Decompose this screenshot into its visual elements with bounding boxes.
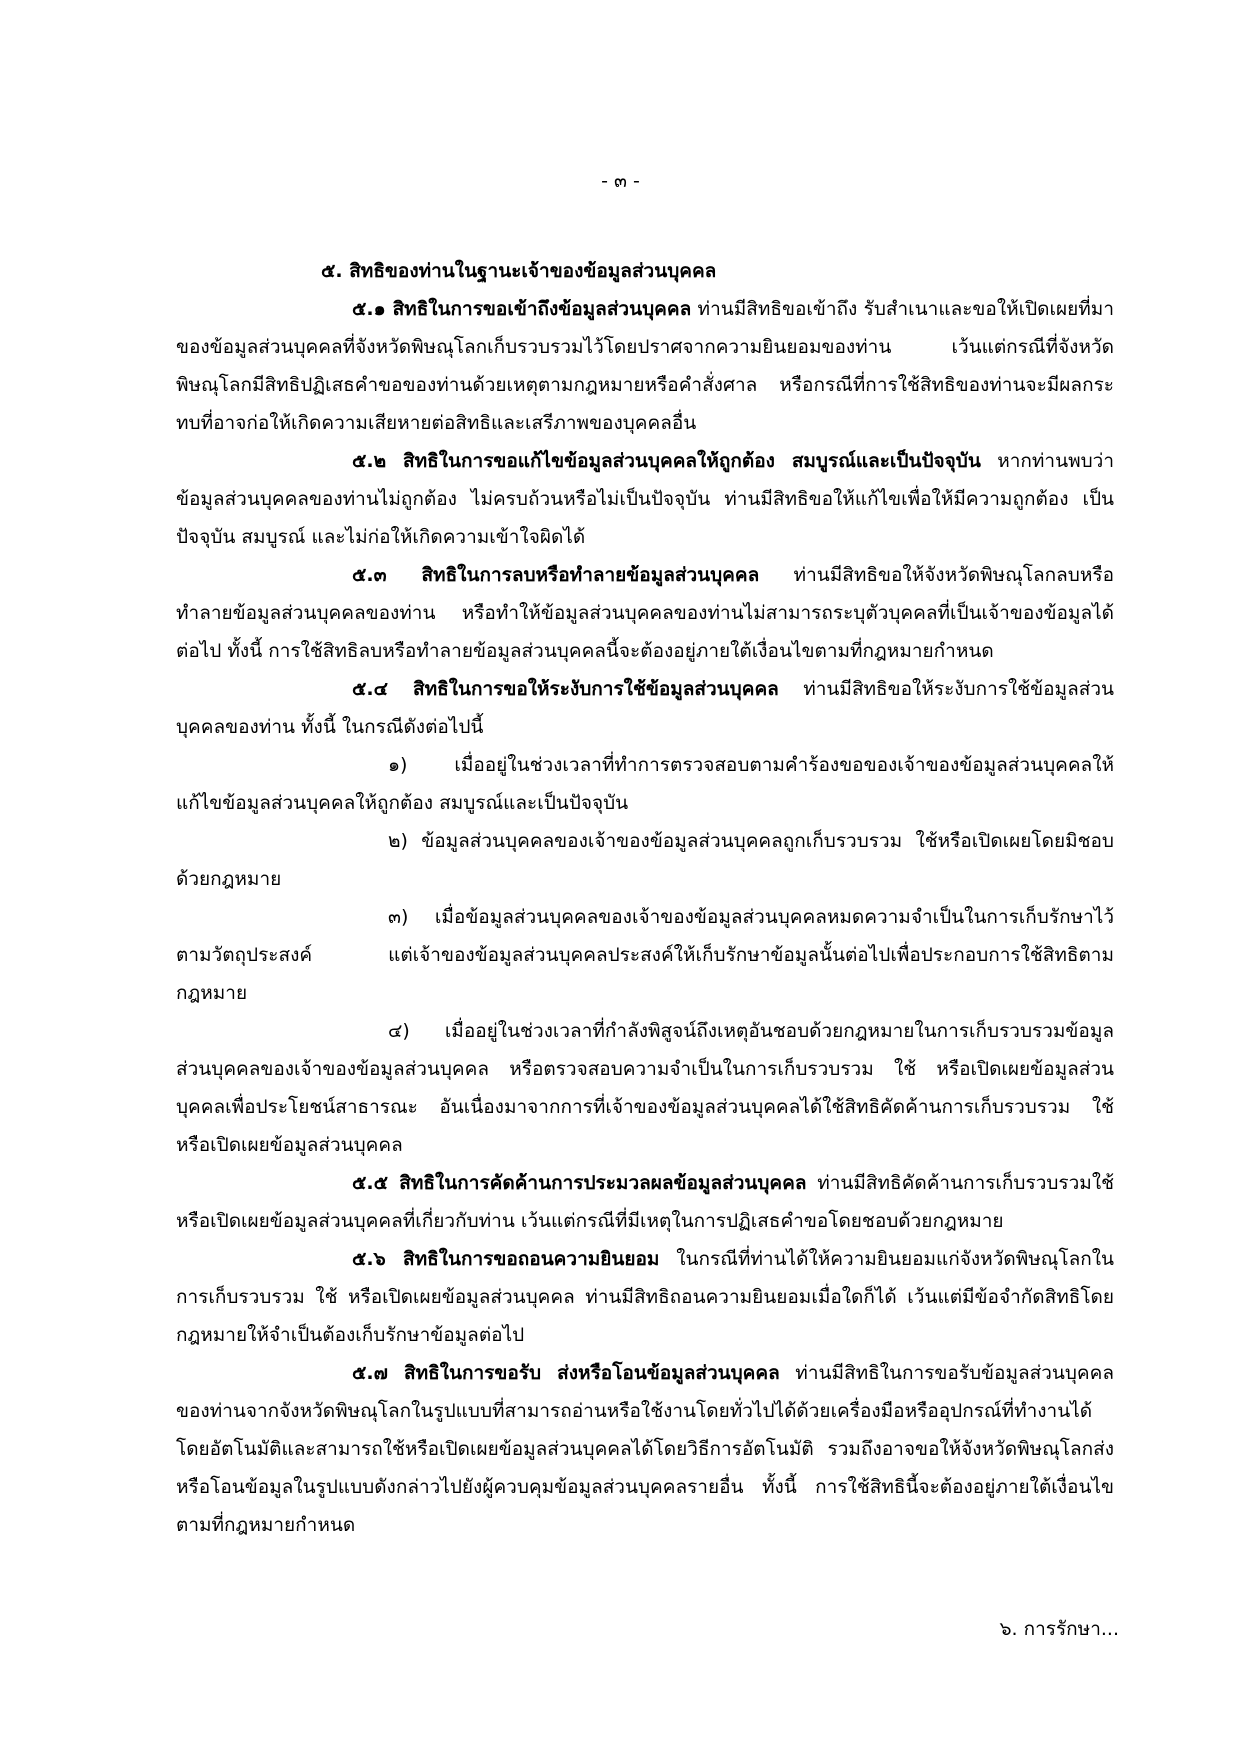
subsection-title: ๕.๗ สิทธิในการขอรับ ส่งหรือโอนข้อมูลส่วนบุคคล: [352, 1362, 780, 1384]
paragraph-5-7: [176, 1354, 1114, 1544]
subsection-title: ๕.๓ สิทธิในการลบหรือทำลายข้อมูลส่วนบุคคล: [352, 564, 760, 586]
list-item: ๑) เมื่ออยู่ในช่วงเวลาที่ทำการตรวจสอบตามคำร้องขอของเจ้าของข้อมูลส่วนบุคคลให้แก้ไขข้อมูลส่วนบุคคลให้ถูกต้อง สมบูรณ์และเป็นปัจจุบัน: [176, 754, 1114, 814]
paragraph-text: ท่านมีสิทธิคัดค้านการเก็บรวบรวมใช้หรือเปิดเผยข้อมูลส่วนบุคคลที่เกี่ยวกับท่าน เว้นแต่กรณีที่มีเหตุในการปฏิเสธคำขอโดยชอบด้วยกฎหมาย: [176, 1172, 1115, 1232]
paragraph-text: ท่านมีสิทธิขอให้ระงับการใช้ข้อมูลส่วนบุคคลของท่าน ทั้งนี้ ในกรณีดังต่อไปนี้: [176, 678, 1114, 738]
list-item: ๓) เมื่อข้อมูลส่วนบุคคลของเจ้าของข้อมูลส่วนบุคคลหมดความจำเป็นในการเก็บรักษาไว้ตามวัตถุประสงค์ แต่เจ้าของข้อมูลส่วนบุคคลประสงค์ให้เก็บรักษาข้อมูลนั้นต่อไปเพื่อประกอบการใช้สิทธิตามกฎหมาย: [176, 906, 1114, 1004]
subsection-title: ๕.๑ สิทธิในการขอเข้าถึงข้อมูลส่วนบุคคล: [352, 298, 692, 320]
section-heading: ๕. สิทธิของท่านในฐานะเจ้าของข้อมูลส่วนบุคคล: [321, 260, 717, 282]
subsection-title: ๕.๔ สิทธิในการขอให้ระงับการใช้ข้อมูลส่วนบุคคล: [352, 678, 779, 700]
paragraph-5-1: [176, 290, 1114, 442]
subsection-title: ๕.๕ สิทธิในการคัดค้านการประมวลผลข้อมูลส่วนบุคคล: [352, 1172, 807, 1194]
paragraph-text: ในกรณีที่ท่านได้ให้ความยินยอมแก่จังหวัดพิษณุโลกในการเก็บรวบรวม ใช้ หรือเปิดเผยข้อมูลส่วนบุคคล ท่านมีสิทธิถอนความยินยอมเมื่อใดก็ได้ เว้นแต่มีข้อจำกัดสิทธิโดยกฎหมายให้จำเป็นต้องเก็บรักษาข้อมูลต่อไป: [176, 1248, 1114, 1346]
paragraph-text: ท่านมีสิทธิขอเข้าถึง รับสำเนาและขอให้เปิดเผยที่มาของข้อมูลส่วนบุคคลที่จังหวัดพิษณุโลกเก็บรวบรวมไว้โดยปราศจากความยินยอมของท่าน เว้นแต่กรณีที่จังหวัดพิษณุโลกมีสิทธิปฏิเสธคำขอของท่านด้วยเหตุตามกฎหมายหรือคำสั่งศาล หรือกรณีที่การใช้สิทธิของท่านจะมีผลกระทบที่อาจก่อให้เกิดความเสียหายต่อสิทธิและเสรีภาพของบุคคลอื่น: [176, 298, 1114, 434]
document-body: [176, 252, 1114, 1544]
page-number: - ๓ -: [601, 170, 640, 192]
paragraph-5-4: [176, 670, 1114, 746]
list-item: ๔) เมื่ออยู่ในช่วงเวลาที่กำลังพิสูจน์ถึงเหตุอันชอบด้วยกฎหมายในการเก็บรวบรวมข้อมูลส่วนบุคคลของเจ้าของข้อมูลส่วนบุคคล หรือตรวจสอบความจำเป็นในการเก็บรวบรวม ใช้ หรือเปิดเผยข้อมูลส่วนบุคคลเพื่อประโยชน์สาธารณะ อันเนื่องมาจากการที่เจ้าของข้อมูลส่วนบุคคลได้ใช้สิทธิคัดค้านการเก็บรวบรวม ใช้ หรือเปิดเผยข้อมูลส่วนบุคคล: [176, 1020, 1114, 1156]
subsection-title: ๕.๒ สิทธิในการขอแก้ไขข้อมูลส่วนบุคคลให้ถูกต้อง สมบูรณ์และเป็นปัจจุบัน: [352, 450, 981, 472]
paragraph-5-5: [176, 1164, 1114, 1240]
paragraph-text: ท่านมีสิทธิในการขอรับข้อมูลส่วนบุคคลของท่านจากจังหวัดพิษณุโลกในรูปแบบที่สามารถอ่านหรือใช้งานโดยทั่วไปได้ด้วยเครื่องมือหรืออุปกรณ์ที่ทำงานได้โดยอัตโนมัติและสามารถใช้หรือเปิดเผยข้อมูลส่วนบุคคลได้โดยวิธีการอัตโนมัติ รวมถึงอาจขอให้จังหวัดพิษณุโลกส่งหรือโอนข้อมูลในรูปแบบดังกล่าวไปยังผู้ควบคุมข้อมูลส่วนบุคคลรายอื่น ทั้งนี้ การใช้สิทธินี้จะต้องอยู่ภายใต้เงื่อนไขตามที่กฎหมายกำหนด: [176, 1362, 1114, 1536]
paragraph-text: หากท่านพบว่าข้อมูลส่วนบุคคลของท่านไม่ถูกต้อง ไม่ครบถ้วนหรือไม่เป็นปัจจุบัน ท่านมีสิทธิขอให้แก้ไขเพื่อให้มีความถูกต้อง เป็นปัจจุบัน สมบูรณ์ และไม่ก่อให้เกิดความเข้าใจผิดได้: [176, 450, 1114, 548]
subsection-title: ๕.๖ สิทธิในการขอถอนความยินยอม: [352, 1248, 660, 1270]
paragraph-5-6: [176, 1240, 1114, 1354]
paragraph-5-2: [176, 442, 1114, 556]
paragraph-5-3: [176, 556, 1114, 670]
footer-catchword: ๖. การรักษา...: [999, 1618, 1119, 1640]
list-item: ๒) ข้อมูลส่วนบุคคลของเจ้าของข้อมูลส่วนบุคคลถูกเก็บรวบรวม ใช้หรือเปิดเผยโดยมิชอบด้วยกฎหมาย: [176, 830, 1114, 890]
paragraph-text: ท่านมีสิทธิขอให้จังหวัดพิษณุโลกลบหรือทำลายข้อมูลส่วนบุคคลของท่าน หรือทำให้ข้อมูลส่วนบุคคลของท่านไม่สามารถระบุตัวบุคคลที่เป็นเจ้าของข้อมูลได้ต่อไป ทั้งนี้ การใช้สิทธิลบหรือทำลายข้อมูลส่วนบุคคลนี้จะต้องอยู่ภายใต้เงื่อนไขตามที่กฎหมายกำหนด: [176, 564, 1114, 662]
